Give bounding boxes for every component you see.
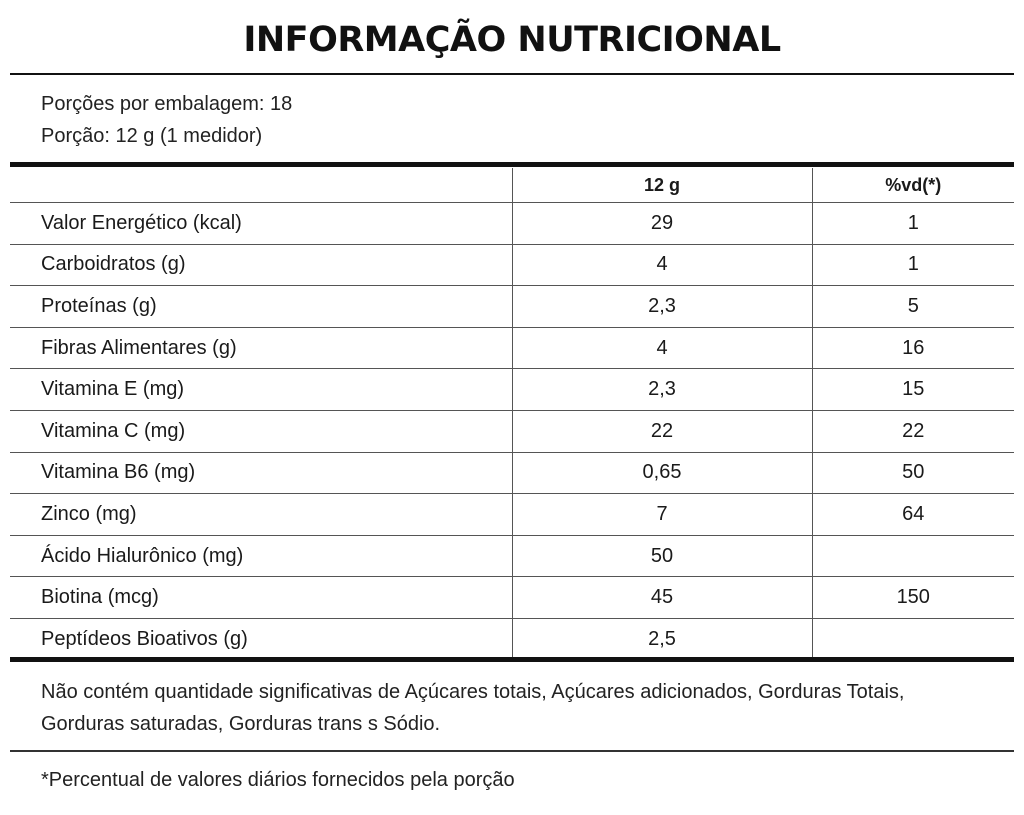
table-row: [10, 369, 1014, 411]
nutrient-amount: 0,65: [512, 452, 812, 494]
nutrient-amount: 2,3: [512, 369, 812, 411]
nutrient-daily-value: [812, 618, 1014, 659]
title-divider: [10, 73, 1014, 75]
nutrient-name: Proteínas (g): [10, 286, 512, 328]
sugar-fat-note-line1: Não contém quantidade significativas de Açúcares totais, Açúcares adicionados, Gorduras Totais,: [41, 681, 905, 703]
nutrient-name: Biotina (mcg): [10, 577, 512, 619]
table-bottom-divider: [10, 657, 1014, 662]
nutrient-amount: 29: [512, 203, 812, 245]
nutrient-amount: 4: [512, 327, 812, 369]
table-row: [10, 618, 1014, 659]
nutrient-daily-value: 16: [812, 327, 1014, 369]
daily-value-note: *Percentual de valores diários fornecidos pela porção: [41, 769, 515, 791]
table-row: [10, 452, 1014, 494]
table-row: [10, 410, 1014, 452]
nutrient-daily-value: 5: [812, 286, 1014, 328]
table-row: [10, 494, 1014, 536]
table-row: [10, 286, 1014, 328]
table-row: [10, 244, 1014, 286]
nutrient-amount: 2,3: [512, 286, 812, 328]
nutrient-daily-value: 150: [812, 577, 1014, 619]
header-nutrient: [10, 168, 512, 203]
nutrient-daily-value: [812, 535, 1014, 577]
nutrient-name: Vitamina B6 (mg): [10, 452, 512, 494]
nutrient-name: Fibras Alimentares (g): [10, 327, 512, 369]
sugar-fat-note-line2: Gorduras saturadas, Gorduras trans s Sódio.: [41, 713, 441, 735]
nutrient-daily-value: 1: [812, 203, 1014, 245]
nutrient-daily-value: 64: [812, 494, 1014, 536]
nutrient-amount: 50: [512, 535, 812, 577]
portions-per-package: Porções por embalagem: 18: [41, 93, 293, 115]
nutrient-name: Carboidratos (g): [10, 244, 512, 286]
table-row: [10, 535, 1014, 577]
footnote-divider: [10, 750, 1014, 752]
page-title: INFORMAÇÃO NUTRICIONAL: [243, 20, 781, 60]
table-header-row: [10, 168, 1014, 203]
nutrient-amount: 2,5: [512, 618, 812, 659]
table-row: [10, 203, 1014, 245]
nutrient-daily-value: 1: [812, 244, 1014, 286]
nutrient-name: Ácido Hialurônico (mg): [10, 535, 512, 577]
table-top-divider: [10, 162, 1014, 167]
nutrient-daily-value: 15: [812, 369, 1014, 411]
nutrient-daily-value: 50: [812, 452, 1014, 494]
nutrient-amount: 45: [512, 577, 812, 619]
table-row: [10, 327, 1014, 369]
nutrient-name: Vitamina C (mg): [10, 410, 512, 452]
header-amount: 12 g: [512, 168, 812, 203]
nutrient-name: Vitamina E (mg): [10, 369, 512, 411]
nutrient-name: Valor Energético (kcal): [10, 203, 512, 245]
nutrient-amount: 4: [512, 244, 812, 286]
nutrient-name: Zinco (mg): [10, 494, 512, 536]
nutrient-amount: 7: [512, 494, 812, 536]
portion-size: Porção: 12 g (1 medidor): [41, 125, 263, 147]
nutrition-table: [10, 168, 1014, 660]
header-daily-value: %vd(*): [812, 168, 1014, 203]
nutrient-amount: 22: [512, 410, 812, 452]
nutrient-name: Peptídeos Bioativos (g): [10, 618, 512, 659]
table-row: [10, 577, 1014, 619]
nutrient-daily-value: 22: [812, 410, 1014, 452]
